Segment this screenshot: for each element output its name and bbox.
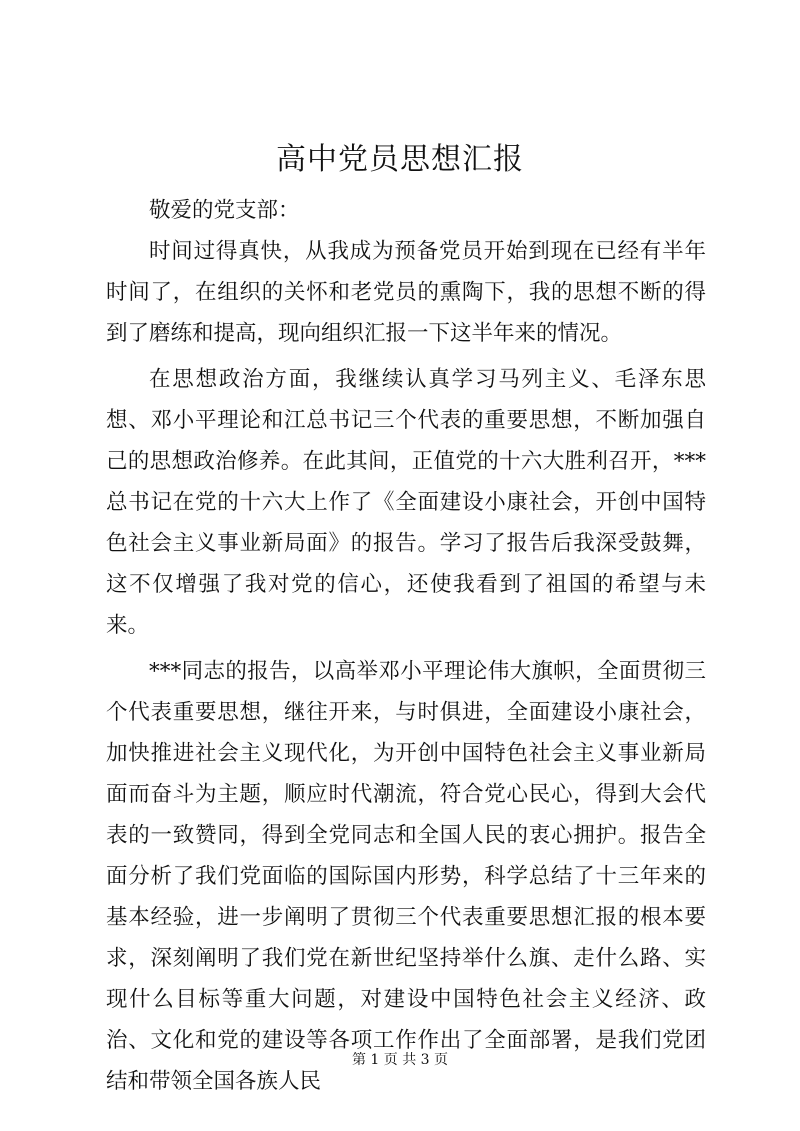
paragraph-1: 时间过得真快，从我成为预备党员开始到现在已经有半年时间了，在组织的关怀和老党员的熏陶下，我的思想不断的得到了磨练和提高，现向组织汇报一下这半年来的情况。	[106, 239, 706, 346]
page-footer: 第 1 页 共 3 页	[351, 1052, 449, 1068]
paragraph-3: ***同志的报告，以高举邓小平理论伟大旗帜，全面贯彻三个代表重要思想，继往开来，与时俱进，全面建设小康社会，加快推进社会主义现代化，为开创中国特色社会主义事业新局面而奋斗为主题，顺应时代潮流，符合党心民心，得到大会代表的一致赞同，得到全党同志和全国人民的衷心拥护。报告全面分析了我们党面临的国际国内形势，科学总结了十三年来的基本经验，进一步阐明了贯彻三个代表重要思想汇报的根本要求，深刻阐明了我们党在新世纪坚持举什么旗、走什么路、实现什么目标等重大问题，对建设中国特色社会主义经济、政治、文化和党的建设等各项工作作出了全面部署，是我们党团结和带领全国各族人民	[106, 659, 706, 1094]
salutation: 敬爱的党支部：	[149, 198, 300, 223]
paragraph-2: 在思想政治方面，我继续认真学习马列主义、毛泽东思想、邓小平理论和江总书记三个代表的重要思想，不断加强自己的思想政治修养。在此其间，正值党的十六大胜利召开，***总书记在党的十六大上作了《全面建设小康社会，开创中国特色社会主义事业新局面》的报告。学习了报告后我深受鼓舞，这不仅增强了我对党的信心，还使我看到了祖国的希望与未来。	[106, 367, 706, 638]
document-title: 高中党员思想汇报	[276, 142, 524, 177]
document-body	[106, 190, 706, 1102]
